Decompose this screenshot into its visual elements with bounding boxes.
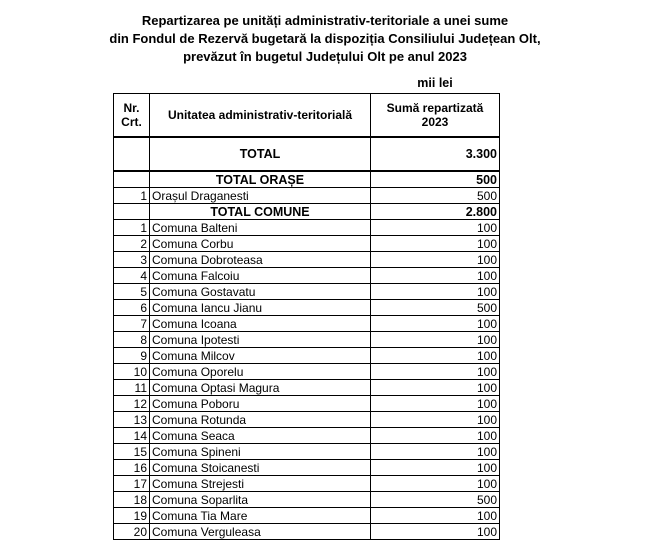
row-nr: 11 (114, 380, 150, 396)
row-amount: 100 (371, 284, 500, 300)
comuna-row (114, 428, 500, 444)
unit-label: mii lei (417, 76, 453, 90)
row-nr: 15 (114, 444, 150, 460)
comuna-row (114, 524, 500, 540)
comuna-row (114, 476, 500, 492)
total-orase-row (114, 171, 500, 188)
comuna-row (114, 236, 500, 252)
document-title (0, 12, 650, 66)
row-nr: 7 (114, 316, 150, 332)
row-amount: 100 (371, 508, 500, 524)
comuna-row (114, 284, 500, 300)
total-label: TOTAL (150, 137, 371, 171)
total-value: 3.300 (371, 137, 500, 171)
row-unit-name: Comuna Milcov (150, 348, 371, 364)
row-unit-name: Comuna Icoana (150, 316, 371, 332)
row-nr: 13 (114, 412, 150, 428)
row-amount: 100 (371, 396, 500, 412)
header-nr-line1: Nr. (123, 101, 140, 115)
comuna-row (114, 508, 500, 524)
title-line-1: Repartizarea pe unități administrativ-teritoriale a unei sume (141, 13, 509, 28)
row-amount: 500 (371, 492, 500, 508)
row-amount: 100 (371, 476, 500, 492)
header-sum (371, 94, 500, 138)
row-unit-name: Comuna Verguleasa (150, 524, 371, 540)
row-amount: 100 (371, 252, 500, 268)
row-amount: 100 (371, 236, 500, 252)
row-amount: 100 (371, 220, 500, 236)
row-amount: 100 (371, 460, 500, 476)
comuna-row (114, 220, 500, 236)
row-nr: 18 (114, 492, 150, 508)
allocation-table (113, 93, 500, 540)
row-unit-name: Comuna Iancu Jianu (150, 300, 371, 316)
comuna-row (114, 332, 500, 348)
row-nr: 6 (114, 300, 150, 316)
row-unit-name: Comuna Optasi Magura (150, 380, 371, 396)
row-nr: 17 (114, 476, 150, 492)
row-nr: 10 (114, 364, 150, 380)
row-nr: 2 (114, 236, 150, 252)
row-nr: 5 (114, 284, 150, 300)
row-unit-name: Comuna Tia Mare (150, 508, 371, 524)
row-amount: 100 (371, 332, 500, 348)
oras-row (114, 188, 500, 204)
header-sum-line1: Sumă repartizată (386, 101, 484, 115)
total-orase-row-label: TOTAL ORAȘE (150, 171, 371, 188)
row-nr: 20 (114, 524, 150, 540)
header-nr-line2: Crt. (121, 115, 142, 129)
comuna-row (114, 348, 500, 364)
header-nr-crt (114, 94, 150, 138)
row-unit-name: Comuna Rotunda (150, 412, 371, 428)
comuna-row (114, 396, 500, 412)
row-amount: 100 (371, 316, 500, 332)
comuna-row (114, 316, 500, 332)
comuna-row (114, 444, 500, 460)
comuna-row (114, 412, 500, 428)
row-unit-name: Comuna Balteni (150, 220, 371, 236)
total-orase-row-value: 500 (371, 171, 500, 188)
comuna-row (114, 492, 500, 508)
row-amount: 100 (371, 444, 500, 460)
row-unit-name: Comuna Falcoiu (150, 268, 371, 284)
title-line-2: din Fondul de Rezervă bugetară la dispoziția Consiliului Județean Olt, (109, 31, 541, 46)
row-nr: 3 (114, 252, 150, 268)
row-nr: 9 (114, 348, 150, 364)
comuna-row (114, 364, 500, 380)
row-amount: 100 (371, 268, 500, 284)
total-comune-row-value: 2.800 (371, 204, 500, 220)
row-unit-name: Comuna Strejesti (150, 476, 371, 492)
comuna-row (114, 268, 500, 284)
row-nr: 19 (114, 508, 150, 524)
table-body (114, 94, 500, 540)
row-unit-name: Comuna Soparlita (150, 492, 371, 508)
comuna-row (114, 460, 500, 476)
row-amount: 100 (371, 428, 500, 444)
total-nr-cell (114, 137, 150, 171)
total-orase-row-nr-cell (114, 171, 150, 188)
comuna-row (114, 252, 500, 268)
row-nr: 4 (114, 268, 150, 284)
row-nr: 12 (114, 396, 150, 412)
row-unit-name: Comuna Corbu (150, 236, 371, 252)
row-amount: 500 (371, 188, 500, 204)
row-nr: 8 (114, 332, 150, 348)
row-nr: 1 (114, 188, 150, 204)
row-amount: 100 (371, 380, 500, 396)
comuna-row (114, 380, 500, 396)
row-unit-name: Orașul Draganesti (150, 188, 371, 204)
row-unit-name: Comuna Dobroteasa (150, 252, 371, 268)
header-sum-line2: 2023 (421, 115, 449, 129)
total-comune-row-nr-cell (114, 204, 150, 220)
row-unit-name: Comuna Seaca (150, 428, 371, 444)
row-nr: 16 (114, 460, 150, 476)
row-amount: 100 (371, 348, 500, 364)
row-unit-name: Comuna Oporelu (150, 364, 371, 380)
row-unit-name: Comuna Poboru (150, 396, 371, 412)
header-unit-name: Unitatea administrativ-teritorială (150, 94, 371, 138)
comuna-row (114, 300, 500, 316)
row-nr: 1 (114, 220, 150, 236)
row-unit-name: Comuna Gostavatu (150, 284, 371, 300)
row-unit-name: Comuna Spineni (150, 444, 371, 460)
row-amount: 100 (371, 524, 500, 540)
row-nr: 14 (114, 428, 150, 444)
row-amount: 100 (371, 412, 500, 428)
total-comune-row-label: TOTAL COMUNE (150, 204, 371, 220)
table-header-row (114, 94, 500, 138)
total-comune-row (114, 204, 500, 220)
row-unit-name: Comuna Ipotesti (150, 332, 371, 348)
row-amount: 500 (371, 300, 500, 316)
title-line-3: prevăzut în bugetul Județului Olt pe anul 2023 (183, 49, 467, 64)
row-unit-name: Comuna Stoicanesti (150, 460, 371, 476)
total-row (114, 137, 500, 171)
row-amount: 100 (371, 364, 500, 380)
